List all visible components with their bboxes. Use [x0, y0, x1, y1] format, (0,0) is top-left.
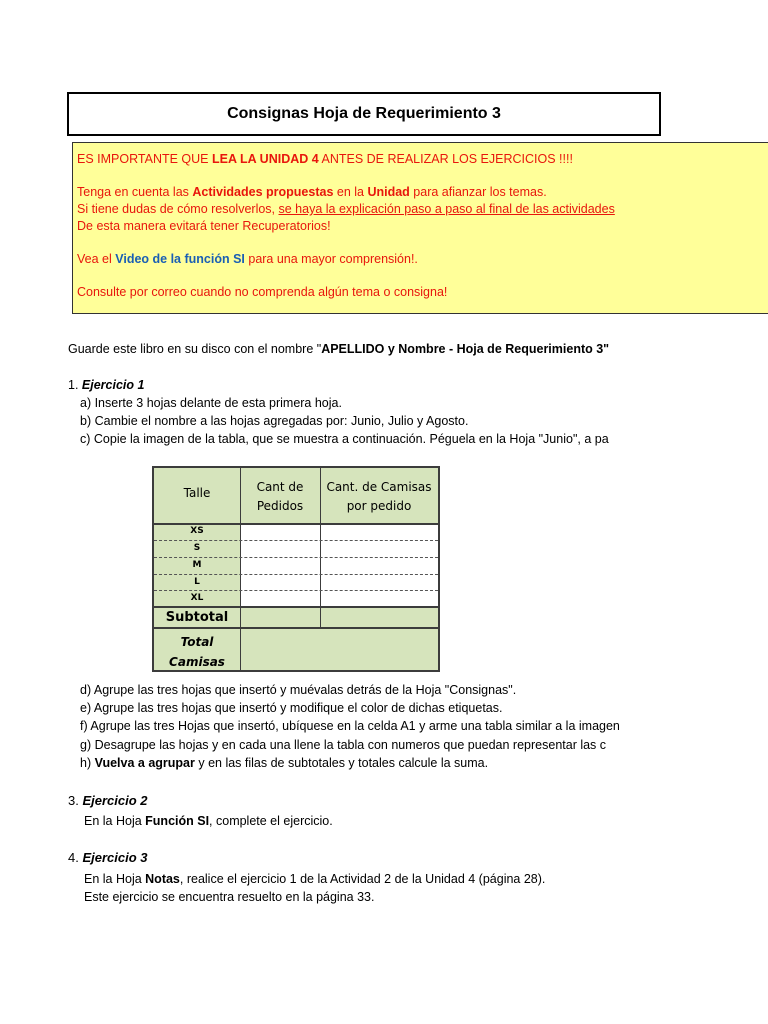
item-bold-text: Notas: [145, 872, 180, 886]
exercise-1-item-h: [80, 755, 488, 771]
exercise-3-line-1: [84, 871, 545, 887]
notice-line-2: [77, 184, 768, 201]
video-link[interactable]: Video de la función SI: [115, 252, 245, 266]
exercise-3-line-2: Este ejercicio se encuentra resuelto en la página 33.: [84, 890, 375, 904]
size-label: M: [192, 560, 202, 570]
item-text: En la Hoja: [84, 872, 146, 886]
total-line: Total: [180, 635, 214, 649]
header-line: por pedido: [346, 499, 412, 513]
notice-text: ANTES DE REALIZAR LOS EJERCICIOS !!!!: [318, 152, 573, 166]
notice-text: Vea el: [77, 252, 116, 266]
item-text: h): [80, 756, 95, 770]
table-header-cant-pedidos: [240, 478, 320, 516]
exercise-number: 1.: [68, 378, 79, 392]
exercise-number: 3.: [68, 793, 79, 808]
exercise-1-item-e: e) Agrupe las tres hojas que insertó y modifique el color de dichas etiquetas.: [80, 701, 503, 715]
notice-line-5: [77, 251, 768, 268]
item-bold-text: Función SI: [145, 814, 210, 828]
notice-text: para afianzar los temas.: [409, 185, 547, 199]
exercise-1-item-a: a) Inserte 3 hojas delante de esta primera hoja.: [80, 396, 342, 410]
save-text: Guarde este libro en su disco con el nombre ": [68, 342, 322, 356]
header-line: Cant de: [256, 480, 304, 494]
notice-bold-text: Actividades propuestas: [192, 185, 334, 199]
important-notice-box: [72, 142, 768, 314]
subtotal-label: Subtotal: [165, 610, 229, 625]
size-label: XS: [190, 526, 204, 536]
notice-line-1: [77, 151, 768, 168]
exercise-title: Ejercicio 1: [81, 378, 145, 392]
header-line: Cant. de Camisas: [326, 480, 432, 494]
size-label: L: [194, 577, 200, 587]
notice-line-4: De esta manera evitará tener Recuperatorios!: [77, 219, 331, 233]
size-label: S: [193, 543, 201, 553]
exercise-2-heading: [68, 793, 148, 809]
item-text: , realice el ejercicio 1 de la Actividad 2 de la Unidad 4 (página 28).: [179, 872, 546, 886]
exercise-1-heading: [68, 377, 144, 393]
notice-text: ES IMPORTANTE QUE: [77, 152, 212, 166]
header-line: Pedidos: [256, 499, 304, 513]
exercise-1-item-f: f) Agrupe las tres Hojas que insertó, ubíquese en la celda A1 y arme una tabla similar a la imagen: [80, 719, 620, 733]
notice-text: Si tiene dudas de cómo resolverlos,: [77, 202, 279, 216]
notice-bold-text: Unidad: [367, 185, 410, 199]
total-line: Camisas: [169, 655, 225, 669]
item-text: y en las filas de subtotales y totales calcule la suma.: [194, 756, 489, 770]
notice-text: Tenga en cuenta las: [77, 185, 193, 199]
notice-text: para una mayor comprensión!.: [244, 252, 418, 266]
exercise-title: Ejercicio 3: [82, 850, 148, 865]
total-camisas-label: [154, 632, 240, 672]
save-filename: APELLIDO y Nombre - Hoja de Requerimiento 3": [321, 342, 610, 356]
exercise-number: 4.: [68, 850, 79, 865]
size-label: XL: [190, 593, 204, 603]
exercise-1-item-g: g) Desagrupe las hojas y en cada una llene la tabla con numeros que puedan representar las c: [80, 738, 607, 752]
exercise-title: Ejercicio 2: [82, 793, 148, 808]
table-header-talle: Talle: [183, 486, 211, 500]
notice-text: en la: [333, 185, 368, 199]
item-text: En la Hoja: [84, 814, 146, 828]
notice-line-6: Consulte por correo cuando no comprenda algún tema o consigna!: [77, 285, 448, 299]
exercise-3-heading: [68, 850, 148, 866]
save-instruction: [68, 341, 609, 357]
notice-bold-text: LEA LA UNIDAD 4: [211, 152, 319, 166]
item-text: , complete el ejercicio.: [209, 814, 333, 828]
exercise-1-item-c: c) Copie la imagen de la tabla, que se muestra a continuación. Péguela en la Hoja "Junio", a pa: [80, 432, 609, 446]
exercise-2-line: [84, 813, 333, 829]
notice-line-3: [77, 201, 768, 218]
page-title: Consignas Hoja de Requerimiento 3: [67, 92, 661, 136]
explanation-link[interactable]: se haya la explicación paso a paso al final de las actividades: [278, 202, 615, 216]
item-bold-text: Vuelva a agrupar: [94, 756, 195, 770]
exercise-1-item-b: b) Cambie el nombre a las hojas agregadas por: Junio, Julio y Agosto.: [80, 414, 469, 428]
exercise-1-item-d: d) Agrupe las tres hojas que insertó y muévalas detrás de la Hoja "Consignas".: [80, 683, 517, 697]
table-image: [152, 466, 440, 672]
table-header-cant-camisas: [320, 478, 438, 516]
